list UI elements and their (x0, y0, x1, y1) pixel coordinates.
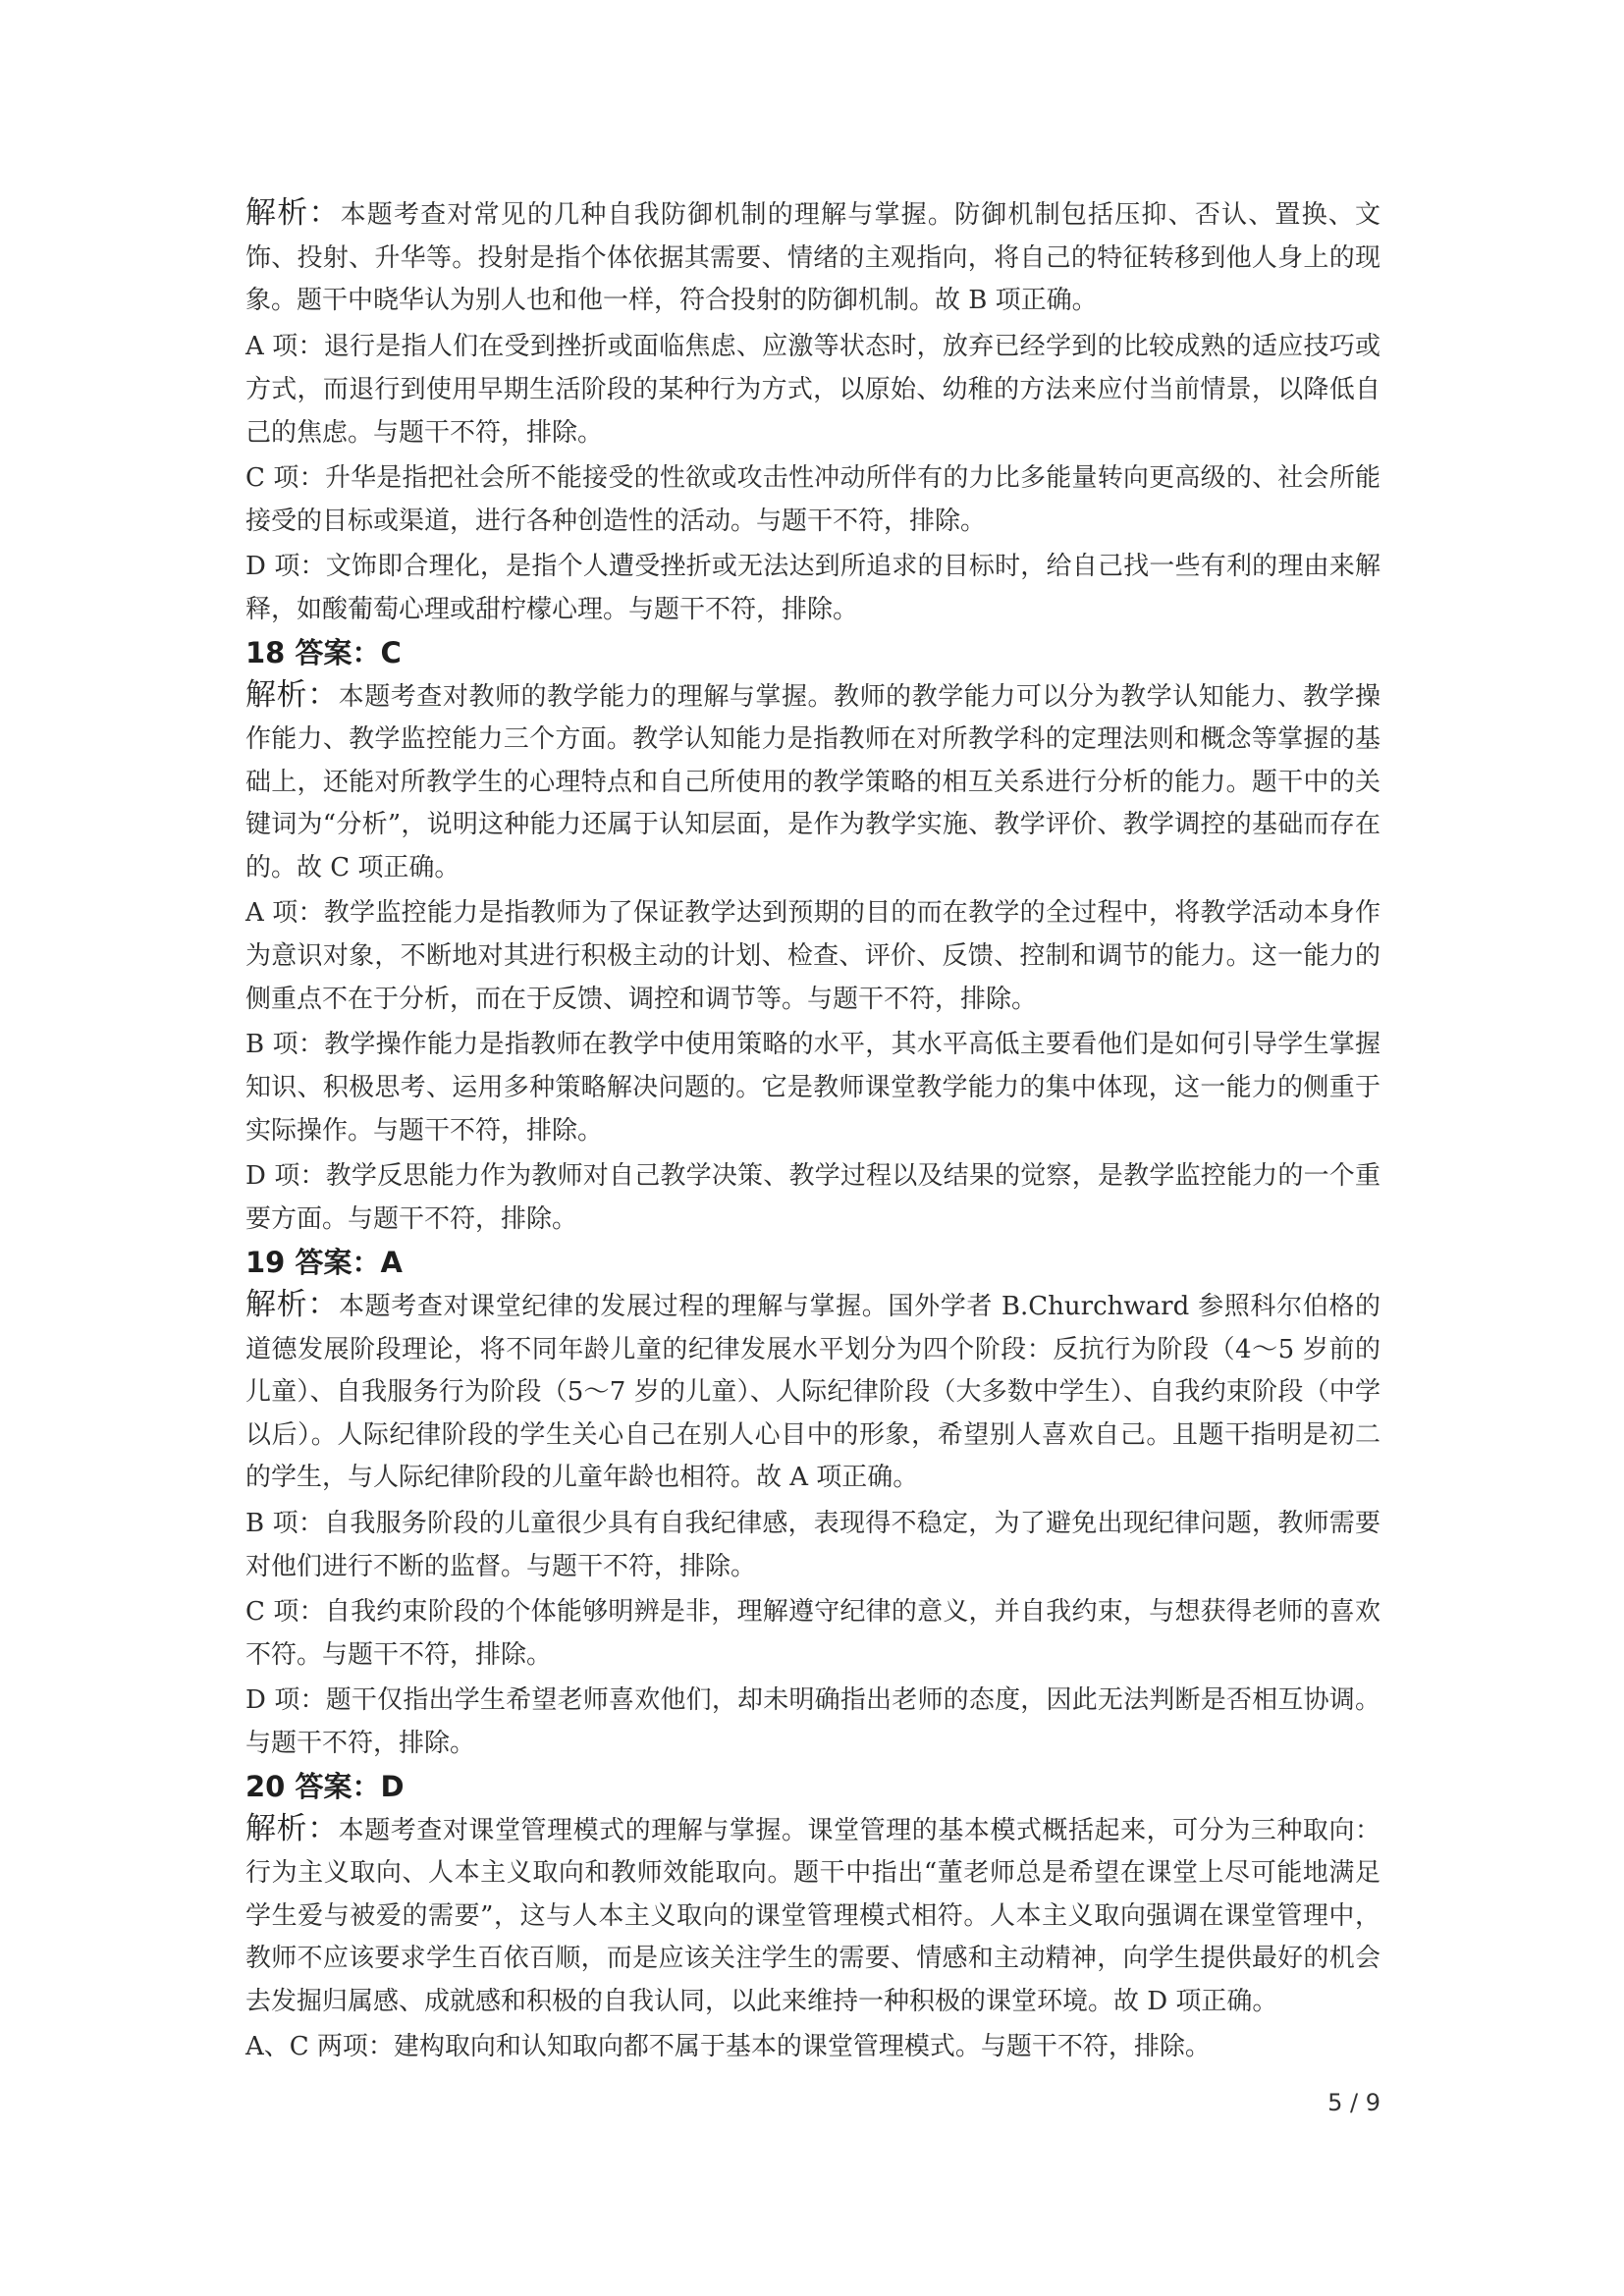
question-18-section (245, 631, 1380, 1242)
explanation-text: 本题考查对常见的几种自我防御机制的理解与掌握。防御机制包括压抑、否认、置换、文饰、投射、升华等。投射是指个体依据其需要、情绪的主观指向，将自己的特征转移到他人身上的现象。题干中晓华认为别人也和他一样，符合投射的防御机制。故 B 项正确。 (245, 200, 1380, 315)
option-b-paragraph: B 项：教学操作能力是指教师在教学中使用策略的水平，其水平高低主要看他们是如何引导学生掌握知识、积极思考、运用多种策略解决问题的。它是教师课堂教学能力的集中体现，这一能力的侧重于实际操作。与题干不符，排除。 (245, 1030, 1380, 1146)
question-19-section (245, 1241, 1380, 1765)
option-b-paragraph: B 项：自我服务阶段的儿童很少具有自我纪律感，表现得不稳定，为了避免出现纪律问题，教师需要对他们进行不断的监督。与题干不符，排除。 (245, 1508, 1380, 1581)
explanation-text: 本题考查对课堂管理模式的理解与掌握。课堂管理的基本模式概括起来，可分为三种取向：行为主义取向、人本主义取向和教师效能取向。题干中指出“董老师总是希望在课堂上尽可能地满足学生爱与被爱的需要”，这与人本主义取向的课堂管理模式相符。人本主义取向强调在课堂管理中，教师不应该要求学生百依百顺，而是应该关注学生的需要、情感和主动精神，向学生提供最好的机会去发掘归属感、成就感和积极的自我认同，以此来维持一种积极的课堂环境。故 D 项正确。 (245, 1815, 1381, 2016)
explanation-label: 解析： (245, 195, 341, 231)
option-ac-paragraph: A、C 两项：建构取向和认知取向都不属于基本的课堂管理模式。与题干不符，排除。 (245, 2032, 1211, 2061)
document-body (245, 192, 1380, 2068)
explanation-label: 解析： (245, 1810, 339, 1846)
option-a-paragraph: A 项：教学监控能力是指教师为了保证教学达到预期的目的而在教学的全过程中，将教学活动本身作为意识对象，不断地对其进行积极主动的计划、检查、评价、反馈、控制和调节的能力。这一能力的侧重点不在于分析，而在于反馈、调控和调节等。与题干不符，排除。 (245, 898, 1380, 1014)
option-d-paragraph: D 项：教学反思能力作为教师对自己教学决策、教学过程以及结果的觉察，是教学监控能力的一个重要方面。与题干不符，排除。 (245, 1161, 1380, 1234)
explanation-paragraph (245, 1808, 1380, 2024)
answer-heading-20: 20 答案：D (245, 1769, 405, 1803)
option-a-paragraph: A 项：退行是指人们在受到挫折或面临焦虑、应激等状态时，放弃已经学到的比较成熟的适应技巧或方式，而退行到使用早期生活阶段的某种行为方式，以原始、幼稚的方法来应付当前情景，以降低自己的焦虑。与题干不符，排除。 (245, 331, 1380, 448)
page-number: 5 / 9 (1327, 2089, 1380, 2116)
question-20-section (245, 1765, 1380, 2069)
answer-heading-18: 18 答案：C (245, 635, 402, 669)
option-c-paragraph: C 项：自我约束阶段的个体能够明辨是非，理解遵守纪律的意义，并自我约束，与想获得老师的喜欢不符。与题干不符，排除。 (245, 1596, 1380, 1670)
explanation-text: 本题考查对教师的教学能力的理解与掌握。教师的教学能力可以分为教学认知能力、教学操作能力、教学监控能力三个方面。教学认知能力是指教师在对所教学科的定理法则和概念等掌握的基础上，还能对所教学生的心理特点和自己所使用的教学策略的相互关系进行分析的能力。题干中的关键词为“分析”，说明这种能力还属于认知层面，是作为教学实施、教学评价、教学调控的基础而存在的。故 C 项正确。 (245, 681, 1381, 882)
option-c-paragraph: C 项：升华是指把社会所不能接受的性欲或攻击性冲动所伴有的力比多能量转向更高级的、社会所能接受的目标或渠道，进行各种创造性的活动。与题干不符，排除。 (245, 462, 1380, 536)
explanation-text: 本题考查对课堂纪律的发展过程的理解与掌握。国外学者 B.Churchward 参照科尔伯格的道德发展阶段理论，将不同年龄儿童的纪律发展水平划分为四个阶段：反抗行为阶段（4～5 岁前的儿童）、自我服务行为阶段（5～7 岁的儿童）、人际纪律阶段（大多数中学生）、自我约束阶段（中学以后）。人际纪律阶段的学生关心自己在别人心目中的形象，希望别人喜欢自己。且题干指明是初二的学生，与人际纪律阶段的儿童年龄也相符。故 A 项正确。 (245, 1292, 1380, 1492)
explanation-paragraph (245, 1284, 1380, 1500)
explanation-paragraph (245, 674, 1380, 890)
explanation-paragraph (245, 192, 1380, 323)
question-17-explanation-section (245, 192, 1380, 631)
answer-heading-19: 19 答案：A (245, 1246, 403, 1279)
explanation-label: 解析： (245, 1287, 339, 1322)
option-d-paragraph: D 项：题干仅指出学生希望老师喜欢他们，却未明确指出老师的态度，因此无法判断是否相互协调。与题干不符，排除。 (245, 1684, 1380, 1758)
option-d-paragraph: D 项：文饰即合理化，是指个人遭受挫折或无法达到所追求的目标时，给自己找一些有利的理由来解释，如酸葡萄心理或甜柠檬心理。与题干不符，排除。 (245, 551, 1380, 624)
explanation-label: 解析： (245, 676, 339, 713)
